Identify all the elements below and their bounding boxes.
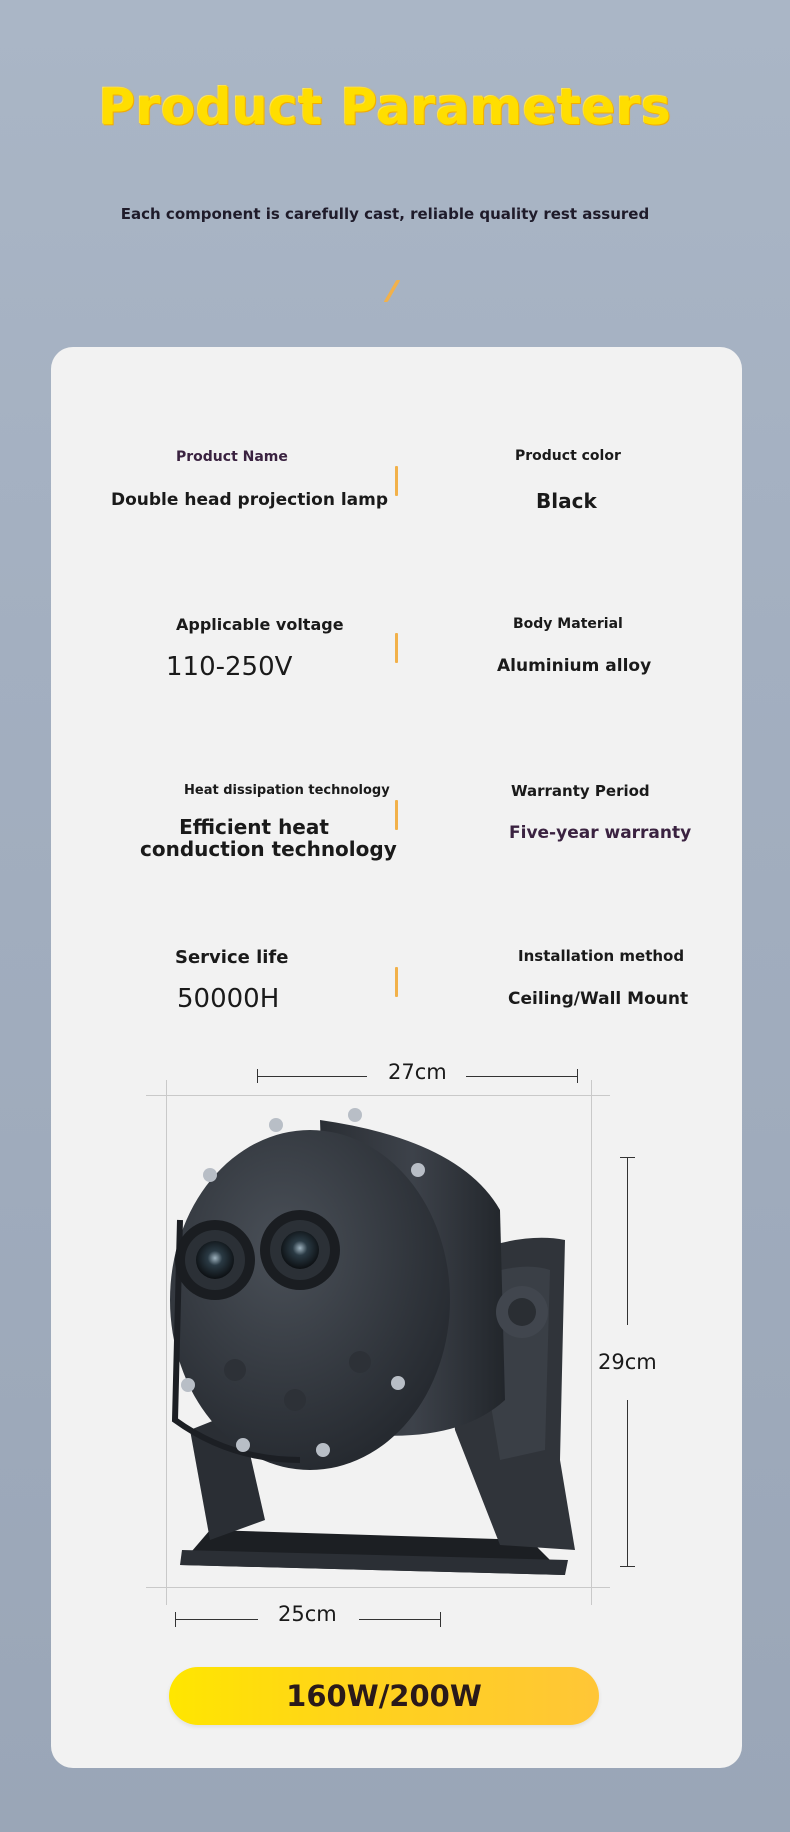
page-subtitle: Each component is carefully cast, reliable quality rest assured bbox=[120, 205, 650, 223]
dim-side-line-bottom bbox=[627, 1400, 628, 1567]
heat-tech-value-line1: Efficient heat bbox=[179, 815, 329, 839]
body-material-value: Aluminium alloy bbox=[497, 656, 652, 676]
product-color-label: Product color bbox=[515, 448, 621, 464]
service-life-label: Service life bbox=[175, 947, 289, 968]
warranty-value: Five-year warranty bbox=[509, 823, 692, 843]
dim-top-tick-left bbox=[257, 1069, 258, 1083]
heat-tech-value-line2: conduction technology bbox=[140, 837, 397, 861]
voltage-value: 110-250V bbox=[166, 652, 293, 682]
accent-slash bbox=[384, 280, 401, 302]
dim-top-tick-right bbox=[577, 1069, 578, 1083]
dim-bottom-tick-left bbox=[175, 1612, 176, 1627]
heat-tech-label: Heat dissipation technology bbox=[184, 783, 390, 798]
product-name-label: Product Name bbox=[176, 449, 288, 465]
product-color-value: Black bbox=[536, 489, 597, 513]
projection-lamp-image bbox=[170, 1100, 590, 1580]
dim-width-top: 27cm bbox=[388, 1060, 447, 1084]
guide-bottom bbox=[146, 1587, 610, 1588]
power-rating-badge: 160W/200W bbox=[169, 1667, 599, 1725]
voltage-label: Applicable voltage bbox=[176, 615, 344, 634]
body-material-label: Body Material bbox=[513, 616, 623, 632]
dim-height: 29cm bbox=[598, 1350, 657, 1374]
dim-bottom-tick-right bbox=[440, 1612, 441, 1627]
guide-left bbox=[166, 1080, 167, 1605]
warranty-label: Warranty Period bbox=[511, 782, 650, 800]
divider-row1 bbox=[395, 466, 398, 496]
product-name-value: Double head projection lamp bbox=[111, 490, 389, 510]
guide-top bbox=[146, 1095, 610, 1096]
divider-row3 bbox=[395, 800, 398, 830]
dim-top-line-right bbox=[466, 1076, 578, 1077]
dim-width-bottom: 25cm bbox=[278, 1602, 337, 1626]
installation-value: Ceiling/Wall Mount bbox=[508, 989, 689, 1009]
guide-right bbox=[591, 1080, 592, 1605]
dim-bottom-line-right bbox=[359, 1619, 441, 1620]
dim-side-tick-top bbox=[620, 1157, 635, 1158]
dim-side-tick-bottom bbox=[620, 1566, 635, 1567]
divider-row4 bbox=[395, 967, 398, 997]
service-life-value: 50000H bbox=[177, 984, 280, 1014]
dim-top-line-left bbox=[257, 1076, 367, 1077]
page-title: Product Parameters bbox=[98, 78, 672, 136]
divider-row2 bbox=[395, 633, 398, 663]
dim-bottom-line-left bbox=[175, 1619, 258, 1620]
installation-label: Installation method bbox=[518, 947, 685, 965]
dim-side-line-top bbox=[627, 1157, 628, 1325]
